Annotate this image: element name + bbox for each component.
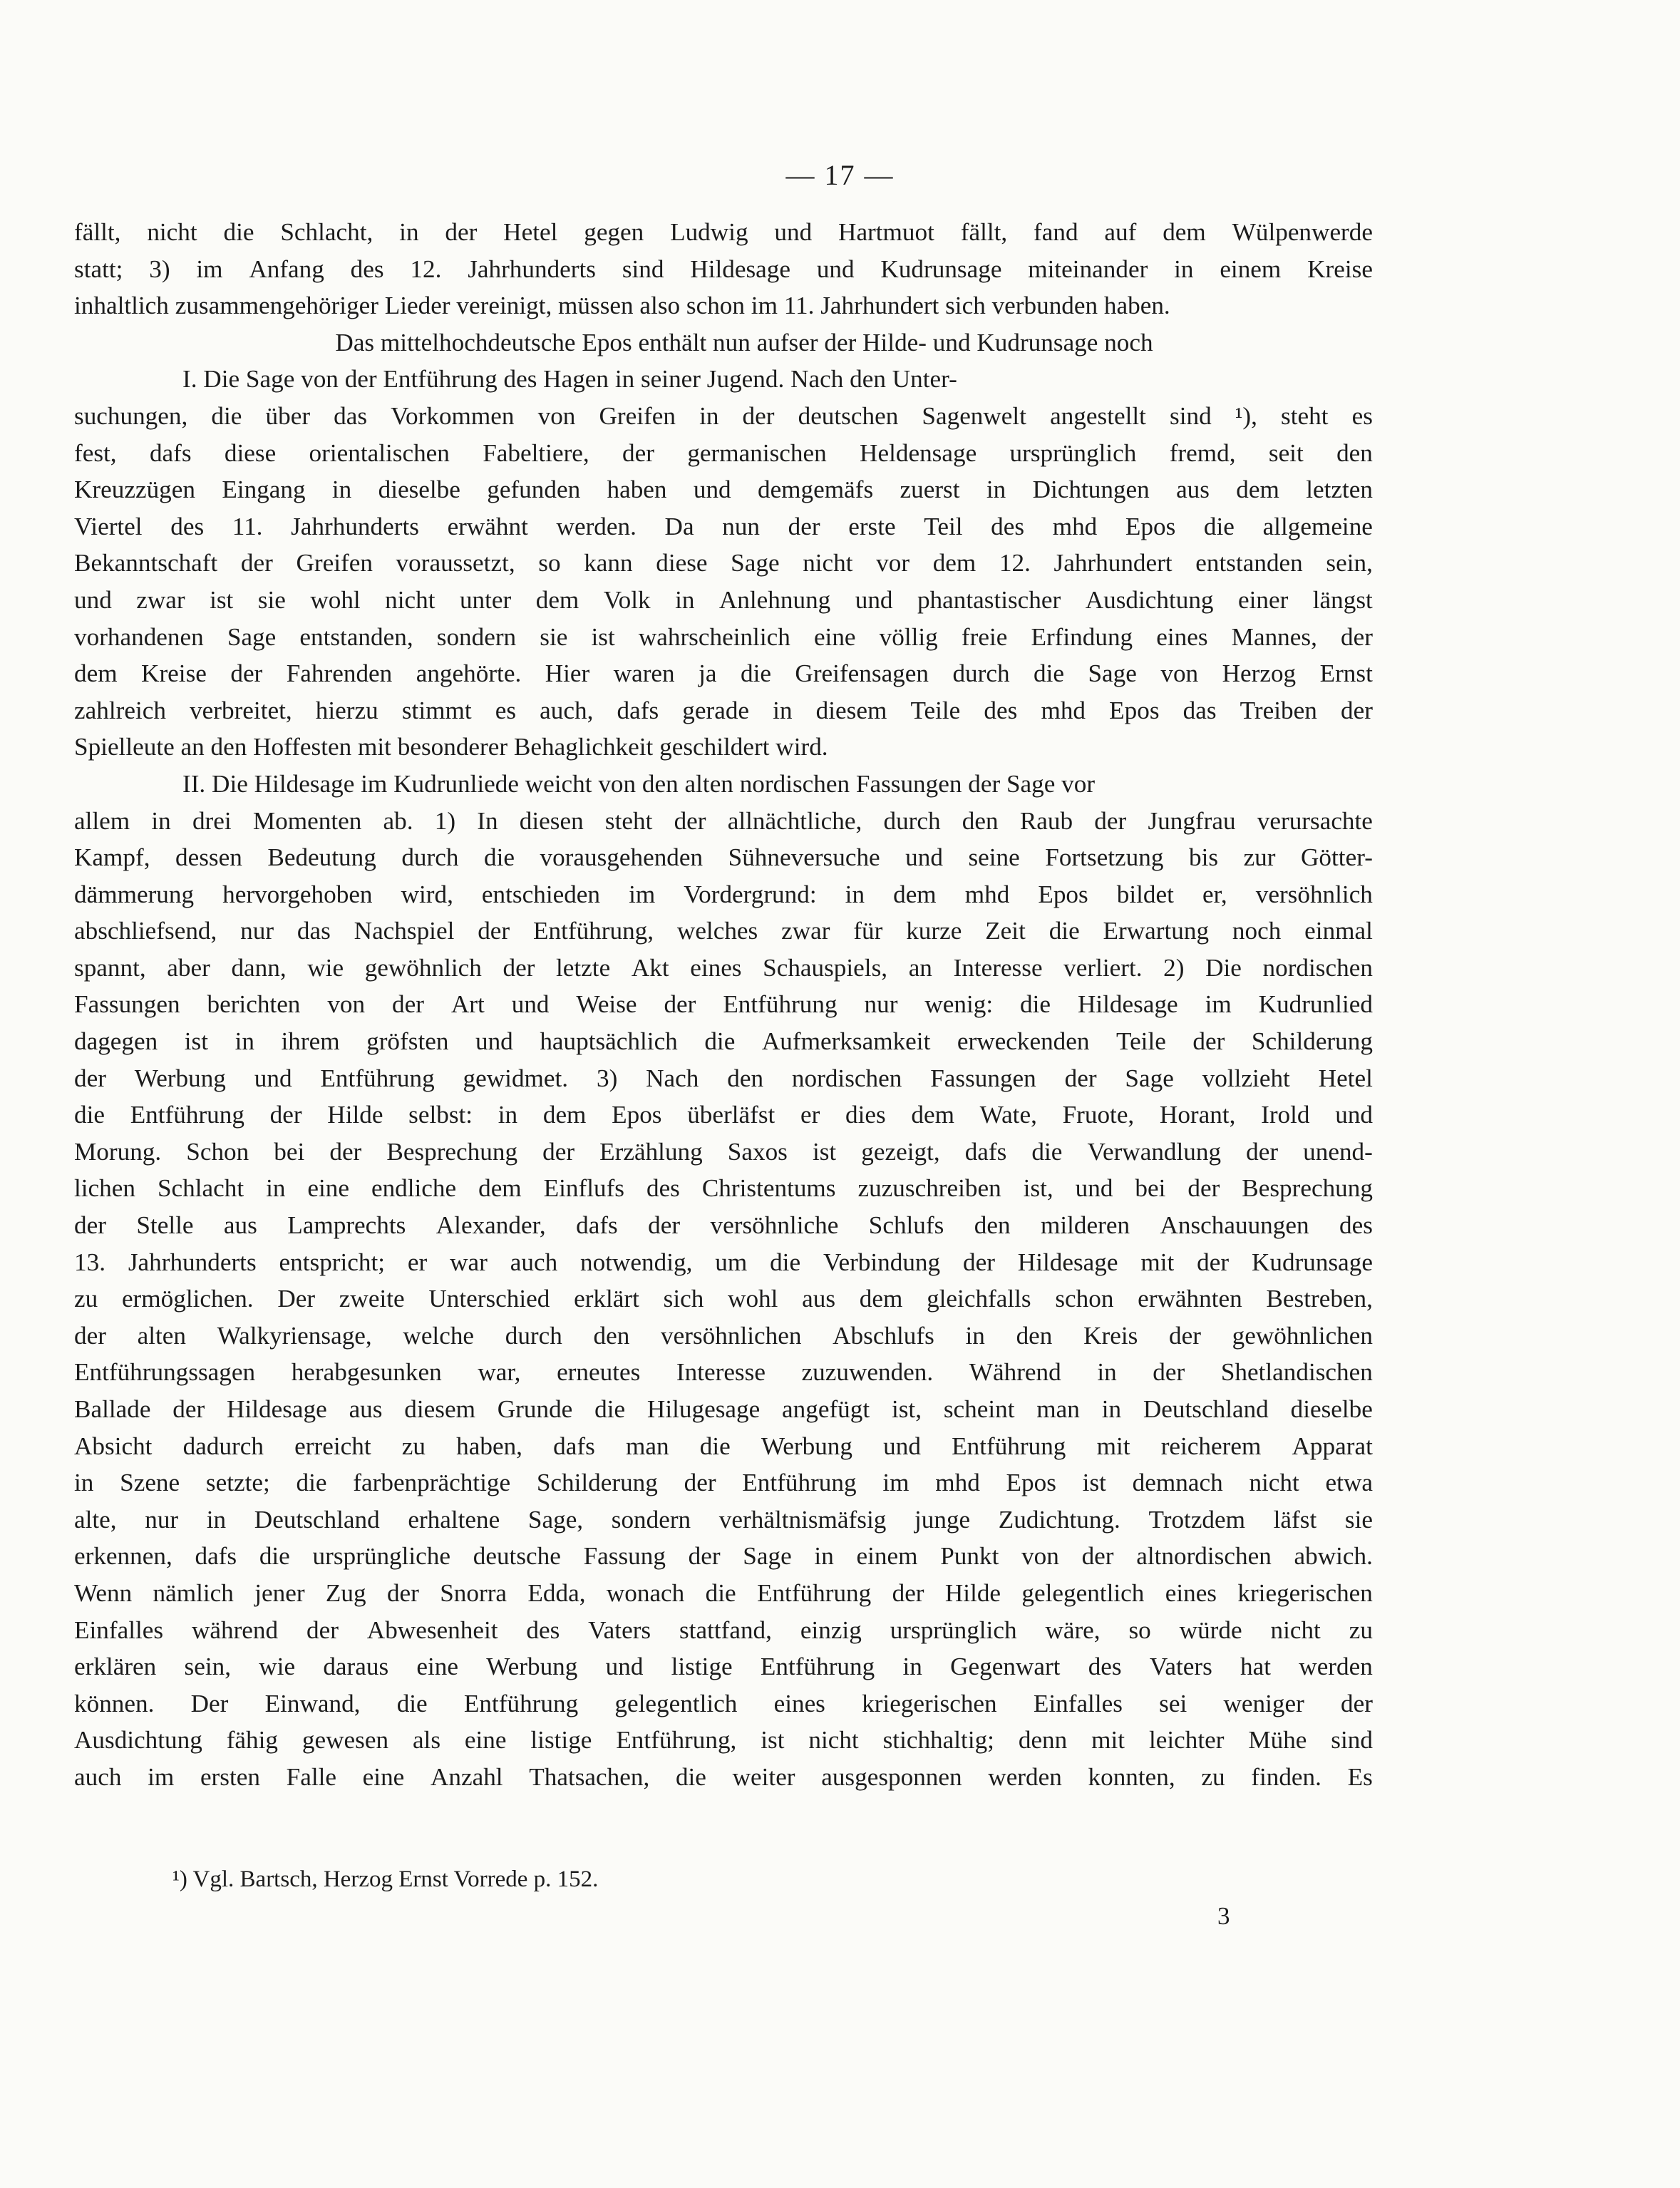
text-line: I. Die Sage von der Entführung des Hagen in seiner Jugend. Nach den Unter- <box>182 365 957 394</box>
text-line: Das mittelhochdeutsche Epos enthält nun aufser der Hilde- und Kudrunsage noch <box>335 328 1153 356</box>
text-line: statt; 3) im Anfang des 12. Jahrhunderts sind Hildesage und Kudrunsage miteinander in einem Kreise <box>74 255 1373 283</box>
text-line: Viertel des 11. Jahrhunderts erwähnt werden. Da nun der erste Teil des mhd Epos die allgemeine <box>74 512 1373 540</box>
text-line: Spielleute an den Hoffesten mit besonderer Behaglichkeit geschildert wird. <box>74 733 828 761</box>
text-line: II. Die Hildesage im Kudrunliede weicht von den alten nordischen Fassungen der Sage vor <box>182 769 1096 798</box>
text-line: Ballade der Hildesage aus diesem Grunde die Hilugesage angefügt ist, scheint man in Deutschland dieselbe <box>74 1395 1373 1423</box>
text-line: Bekanntschaft der Greifen voraussetzt, so kann diese Sage nicht vor dem 12. Jahrhundert entstanden sein, <box>74 549 1373 577</box>
text-line: der Werbung und Entführung gewidmet. 3) Nach den nordischen Fassungen der Sage vollzieht Hetel <box>74 1064 1373 1092</box>
text-line: Einfalles während der Abwesenheit des Vaters stattfand, einzig ursprünglich wäre, so würde nicht zu <box>74 1616 1373 1644</box>
text-line: Kampf, dessen Bedeutung durch die vorausgehenden Sühneversuche und seine Fortsetzung bis zur Götter- <box>74 843 1373 872</box>
text-line: dagegen ist in ihrem gröfsten und hauptsächlich die Aufmerksamkeit erweckenden Teile der Schilderung <box>74 1027 1373 1056</box>
text-line: Ausdichtung fähig gewesen als eine listige Entführung, ist nicht stichhaltig; denn mit leichter Mühe sind <box>74 1726 1373 1755</box>
text-line: lichen Schlacht in eine endliche dem Einflufs des Christentums zuzuschreiben ist, und bei der Besprechung <box>74 1174 1373 1203</box>
text-line: der alten Walkyriensage, welche durch den versöhnlichen Abschlufs in den Kreis der gewöhnlichen <box>74 1321 1373 1350</box>
text-line: zu ermöglichen. Der zweite Unterschied erklärt sich wohl aus dem gleichfalls schon erwähnten Bestreben, <box>74 1285 1373 1313</box>
text-line: dem Kreise der Fahrenden angehörte. Hier waren ja die Greifensagen durch die Sage von Herzog Ernst <box>74 659 1373 688</box>
text-line: zahlreich verbreitet, hierzu stimmt es auch, dafs gerade in diesem Teile des mhd Epos das Treiben der <box>74 696 1373 724</box>
text-line: in Szene setzte; die farbenprächtige Schilderung der Entführung im mhd Epos ist demnach nicht etwa <box>74 1469 1373 1497</box>
page-number: — 17 — <box>785 159 895 191</box>
text-line: Absicht dadurch erreicht zu haben, dafs man die Werbung und Entführung mit reicherem Apparat <box>74 1432 1373 1460</box>
text-line: Morung. Schon bei der Besprechung der Erzählung Saxos ist gezeigt, dafs die Verwandlung der unend- <box>74 1137 1373 1166</box>
text-line: der Stelle aus Lamprechts Alexander, dafs der versöhnliche Schlufs den milderen Anschauungen des <box>74 1211 1373 1240</box>
footnote: ¹) Vgl. Bartsch, Herzog Ernst Vorrede p. 152. <box>172 1866 599 1892</box>
text-line: allem in drei Momenten ab. 1) In diesen steht der allnächtliche, durch den Raub der Jungfrau verursachte <box>74 806 1373 835</box>
text-line: Wenn nämlich jener Zug der Snorra Edda, wonach die Entführung der Hilde gelegentlich eines kriegerischen <box>74 1578 1373 1607</box>
text-line: und zwar ist sie wohl nicht unter dem Volk in Anlehnung und phantastischer Ausdichtung einer längst <box>74 585 1373 614</box>
text-line: 13. Jahrhunderts entspricht; er war auch notwendig, um die Verbindung der Hildesage mit der Kudrunsage <box>74 1248 1373 1276</box>
text-line: abschliefsend, nur das Nachspiel der Entführung, welches zwar für kurze Zeit die Erwartung noch einmal <box>74 917 1373 945</box>
text-line: alte, nur in Deutschland erhaltene Sage, sondern verhältnismäfsig junge Zudichtung. Trotzdem läfst sie <box>74 1505 1373 1534</box>
text-line: dämmerung hervorgehoben wird, entschieden im Vordergrund: in dem mhd Epos bildet er, versöhnlich <box>74 880 1373 908</box>
text-line: Fassungen berichten von der Art und Weise der Entführung nur wenig: die Hildesage im Kudrunlied <box>74 990 1373 1019</box>
text-line: Kreuzzügen Eingang in dieselbe gefunden haben und demgemäfs zuerst in Dichtungen aus dem letzten <box>74 476 1373 504</box>
text-line: suchungen, die über das Vorkommen von Greifen in der deutschen Sagenwelt angestellt sind ¹), steht es <box>74 401 1373 430</box>
text-line: erkennen, dafs die ursprüngliche deutsche Fassung der Sage in einem Punkt von der altnordischen abwich. <box>74 1542 1373 1571</box>
text-line: Entführungssagen herabgesunken war, erneutes Interesse zuzuwenden. Während in der Shetlandischen <box>74 1358 1373 1387</box>
text-line: vorhandenen Sage entstanden, sondern sie ist wahrscheinlich eine völlig freie Erfindung eines Mannes, der <box>74 622 1373 651</box>
text-line: fällt, nicht die Schlacht, in der Hetel gegen Ludwig und Hartmuot fällt, fand auf dem Wülpenwerde <box>74 218 1373 246</box>
text-line: die Entführung der Hilde selbst: in dem Epos überläfst er dies dem Wate, Fruote, Horant, Irold und <box>74 1101 1373 1129</box>
text-line: spannt, aber dann, wie gewöhnlich der letzte Akt eines Schauspiels, an Interesse verliert. 2) Die nordischen <box>74 953 1373 982</box>
body-text <box>74 214 1373 1796</box>
text-line: fest, dafs diese orientalischen Fabeltiere, der germanischen Heldensage ursprünglich fremd, seit den <box>74 438 1373 467</box>
text-line: erklären sein, wie daraus eine Werbung und listige Entführung in Gegenwart des Vaters hat werden <box>74 1653 1373 1681</box>
text-line: auch im ersten Falle eine Anzahl Thatsachen, die weiter ausgesponnen werden konnten, zu finden. Es <box>74 1762 1373 1791</box>
text-line: inhaltlich zusammengehöriger Lieder vereinigt, müssen also schon im 11. Jahrhundert sich verbunden haben. <box>74 292 1170 320</box>
text-line: können. Der Einwand, die Entführung gelegentlich eines kriegerischen Einfalles sei weniger der <box>74 1689 1373 1717</box>
sheet-signature: 3 <box>1217 1902 1230 1930</box>
